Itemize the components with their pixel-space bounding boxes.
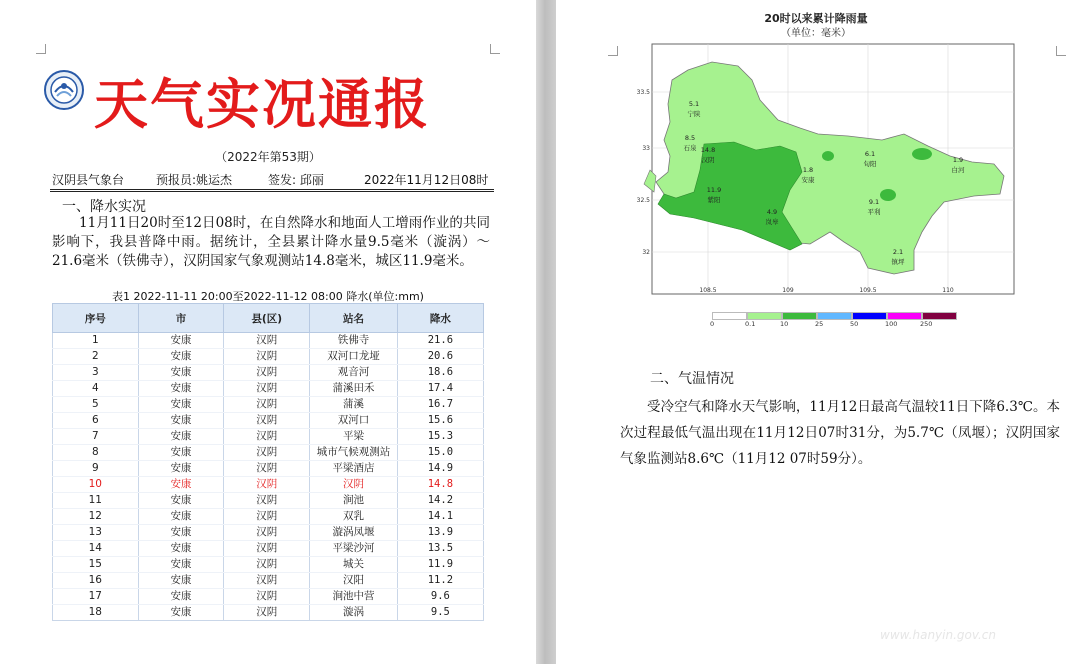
legend-label: 10	[780, 320, 789, 328]
table-row	[53, 541, 484, 557]
longitude-tick-label: 108.5	[699, 287, 717, 294]
cell-station: 平梁沙河	[310, 541, 398, 557]
cell-county: 汉阴	[224, 397, 310, 413]
cell-city: 安康	[138, 445, 224, 461]
page-corner-mark	[36, 44, 46, 54]
table-row	[53, 573, 484, 589]
cell-rainfall: 14.9	[397, 461, 483, 477]
precipitation-spot	[822, 151, 834, 161]
cell-station: 平梁	[310, 429, 398, 445]
header-rule	[50, 191, 494, 192]
map-subtitle: （单位：毫米）	[781, 28, 851, 39]
cell-index: 8	[53, 445, 139, 461]
cell-county: 汉阴	[224, 461, 310, 477]
latitude-tick-label: 32	[642, 249, 650, 256]
station-value: 2.1	[892, 248, 904, 256]
cell-rainfall: 16.7	[397, 397, 483, 413]
latitude-tick-label: 33.5	[636, 89, 650, 96]
column-header-city: 市	[138, 304, 224, 333]
cell-city: 安康	[138, 477, 224, 493]
station-value: 8.5	[684, 134, 696, 142]
table-row	[53, 589, 484, 605]
cell-city: 安康	[138, 573, 224, 589]
page-corner-mark	[490, 44, 500, 54]
cell-rainfall: 14.8	[397, 477, 483, 493]
cell-city: 安康	[138, 397, 224, 413]
cell-city: 安康	[138, 413, 224, 429]
station-name: 镇坪	[891, 258, 905, 266]
cell-station: 双河口	[310, 413, 398, 429]
section-heading-temperature: 二、气温情况	[650, 371, 734, 387]
table-row	[53, 557, 484, 573]
cell-rainfall: 9.5	[397, 605, 483, 621]
cell-city: 安康	[138, 525, 224, 541]
station-name: 紫阳	[707, 196, 721, 204]
column-header-index: 序号	[53, 304, 139, 333]
cell-city: 安康	[138, 381, 224, 397]
legend-label: 25	[815, 320, 824, 328]
table-body	[53, 333, 484, 621]
cell-county: 汉阴	[224, 445, 310, 461]
station-name: 汉阴	[701, 156, 715, 164]
cell-index: 9	[53, 461, 139, 477]
cell-station: 城市气候观测站	[310, 445, 398, 461]
legend-color-swatch	[712, 312, 747, 320]
cell-index: 13	[53, 525, 139, 541]
cell-rainfall: 20.6	[397, 349, 483, 365]
table-row	[53, 397, 484, 413]
table-row	[53, 509, 484, 525]
longitude-tick-label: 109	[782, 287, 794, 294]
legend-color-swatch	[747, 312, 782, 320]
cell-station: 城关	[310, 557, 398, 573]
cell-station: 双河口龙垭	[310, 349, 398, 365]
cell-index: 12	[53, 509, 139, 525]
cell-county: 汉阴	[224, 509, 310, 525]
cell-rainfall: 13.9	[397, 525, 483, 541]
cell-station: 汉阳	[310, 573, 398, 589]
cell-county: 汉阴	[224, 477, 310, 493]
table-row	[53, 333, 484, 349]
cell-rainfall: 14.2	[397, 493, 483, 509]
cell-city: 安康	[138, 365, 224, 381]
station-value: 6.1	[864, 150, 876, 158]
cell-county: 汉阴	[224, 333, 310, 349]
cell-county: 汉阴	[224, 557, 310, 573]
station-value: 14.8	[700, 146, 716, 154]
cell-county: 汉阴	[224, 493, 310, 509]
cell-index: 14	[53, 541, 139, 557]
cell-index: 2	[53, 349, 139, 365]
cell-county: 汉阴	[224, 573, 310, 589]
legend-label: 100	[885, 320, 898, 328]
cell-county: 汉阴	[224, 381, 310, 397]
legend-label: 250	[920, 320, 933, 328]
cell-city: 安康	[138, 349, 224, 365]
cell-city: 安康	[138, 493, 224, 509]
map-title: 20时以来累计降雨量	[764, 12, 868, 25]
station-value: 5.1	[688, 100, 700, 108]
legend-color-swatch	[817, 312, 852, 320]
column-header-county: 县(区)	[224, 304, 310, 333]
table-row	[53, 493, 484, 509]
header-rule	[50, 189, 494, 190]
cell-station: 涧池	[310, 493, 398, 509]
cell-rainfall: 17.4	[397, 381, 483, 397]
cell-station: 双乳	[310, 509, 398, 525]
cell-county: 汉阴	[224, 365, 310, 381]
rainfall-map	[636, 44, 1016, 296]
cell-station: 蒲溪田禾	[310, 381, 398, 397]
latitude-tick-label: 33	[642, 145, 650, 152]
cell-city: 安康	[138, 461, 224, 477]
cell-index: 15	[53, 557, 139, 573]
office-name: 汉阴县气象台	[52, 173, 125, 187]
cell-index: 7	[53, 429, 139, 445]
cell-rainfall: 18.6	[397, 365, 483, 381]
legend-color-swatch	[852, 312, 887, 320]
table-row	[53, 365, 484, 381]
cell-city: 安康	[138, 429, 224, 445]
issue-number: （2022年第53期）	[215, 150, 321, 164]
table-row	[53, 429, 484, 445]
cell-station: 涧池中营	[310, 589, 398, 605]
station-name: 安康	[801, 176, 815, 184]
cell-station: 铁佛寺	[310, 333, 398, 349]
legend-color-swatch	[887, 312, 922, 320]
cell-station: 漩涡凤堰	[310, 525, 398, 541]
cell-index: 4	[53, 381, 139, 397]
legend-label: 50	[850, 320, 859, 328]
station-name: 宁陕	[687, 110, 701, 118]
forecaster: 预报员:姚运杰	[156, 173, 233, 187]
cell-rainfall: 15.3	[397, 429, 483, 445]
station-name: 旬阳	[863, 160, 877, 168]
cell-index: 3	[53, 365, 139, 381]
cell-index: 6	[53, 413, 139, 429]
cell-rainfall: 9.6	[397, 589, 483, 605]
station-value: 1.8	[802, 166, 814, 174]
legend-color-swatch	[782, 312, 817, 320]
page-corner-mark	[1056, 46, 1066, 56]
cell-county: 汉阴	[224, 605, 310, 621]
cell-rainfall: 13.5	[397, 541, 483, 557]
cell-index: 5	[53, 397, 139, 413]
cell-rainfall: 11.9	[397, 557, 483, 573]
precipitation-spot	[912, 148, 932, 160]
cell-station: 漩涡	[310, 605, 398, 621]
station-value: 11.9	[706, 186, 722, 194]
latitude-ticks	[637, 89, 651, 256]
page-corner-mark	[608, 46, 618, 56]
temperature-paragraph: 受冷空气和降水天气影响，11月12日最高气温较11日下降6.3℃。本次过程最低气温出现在11月12日07时31分，为5.7℃（凤堰）；汉阴国家气象监测站8.6℃（11月12 07时59分）。	[620, 399, 1060, 467]
cell-index: 18	[53, 605, 139, 621]
cell-county: 汉阴	[224, 429, 310, 445]
column-header-station: 站名	[310, 304, 398, 333]
cell-rainfall: 11.2	[397, 573, 483, 589]
cell-index: 17	[53, 589, 139, 605]
station-name: 岚皋	[765, 218, 779, 226]
cell-rainfall: 21.6	[397, 333, 483, 349]
document-page-left	[0, 0, 536, 664]
longitude-tick-label: 110	[942, 287, 954, 294]
table-header-row	[53, 304, 484, 333]
cell-city: 安康	[138, 557, 224, 573]
cell-city: 安康	[138, 605, 224, 621]
cell-index: 16	[53, 573, 139, 589]
table-row	[53, 413, 484, 429]
cell-city: 安康	[138, 541, 224, 557]
cell-county: 汉阴	[224, 413, 310, 429]
table-row	[53, 605, 484, 621]
legend-label: 0.1	[745, 320, 756, 328]
table-row	[53, 461, 484, 477]
cell-station: 观音河	[310, 365, 398, 381]
cell-county: 汉阴	[224, 541, 310, 557]
cell-rainfall: 15.6	[397, 413, 483, 429]
cell-station: 平梁酒店	[310, 461, 398, 477]
watermark: www.hanyin.gov.cn	[880, 628, 997, 642]
table-row	[53, 445, 484, 461]
latitude-tick-label: 32.5	[636, 197, 650, 204]
station-name: 石泉	[683, 144, 697, 152]
table-row	[53, 525, 484, 541]
cell-county: 汉阴	[224, 525, 310, 541]
meteorological-logo-icon	[44, 70, 84, 110]
page-gutter	[536, 0, 556, 664]
station-value: 4.9	[766, 208, 778, 216]
cell-station: 汉阴	[310, 477, 398, 493]
cell-index: 11	[53, 493, 139, 509]
table-caption: 表1 2022-11-11 20:00至2022-11-12 08:00 降水(单位:mm)	[112, 290, 424, 303]
table-row	[53, 349, 484, 365]
precipitation-paragraph: 11月11日20时至12日08时，在自然降水和地面人工增雨作业的共同影响下，我县普降中雨。据统计，全县累计降水量9.5毫米（漩涡）～21.6毫米（铁佛寺），汉阴国家气象观测站14.8毫米，城区11.9毫米。	[52, 215, 490, 269]
station-value: 1.9	[952, 156, 964, 164]
column-header-rainfall: 降水	[397, 304, 483, 333]
cell-index: 1	[53, 333, 139, 349]
cell-city: 安康	[138, 509, 224, 525]
table-row	[53, 477, 484, 493]
document-page-right	[556, 0, 1076, 664]
cell-station: 蒲溪	[310, 397, 398, 413]
issuer: 签发: 邱丽	[268, 173, 324, 187]
station-value: 9.1	[868, 198, 880, 206]
station-name: 白河	[951, 166, 965, 174]
legend-color-swatch	[922, 312, 957, 320]
cell-city: 安康	[138, 589, 224, 605]
issue-date: 2022年11月12日08时	[364, 173, 489, 187]
cell-rainfall: 14.1	[397, 509, 483, 525]
precipitation-spot	[880, 189, 896, 201]
cell-index: 10	[53, 477, 139, 493]
cell-city: 安康	[138, 333, 224, 349]
cell-county: 汉阴	[224, 349, 310, 365]
table-row	[53, 381, 484, 397]
bulletin-title: 天气实况通报	[94, 72, 430, 136]
longitude-tick-label: 109.5	[859, 287, 877, 294]
legend-label: 0	[710, 320, 715, 328]
cell-county: 汉阴	[224, 589, 310, 605]
precipitation-table	[52, 303, 484, 621]
section-heading-precipitation: 一、降水实况	[62, 199, 146, 215]
cell-rainfall: 15.0	[397, 445, 483, 461]
station-name: 平利	[867, 208, 881, 216]
